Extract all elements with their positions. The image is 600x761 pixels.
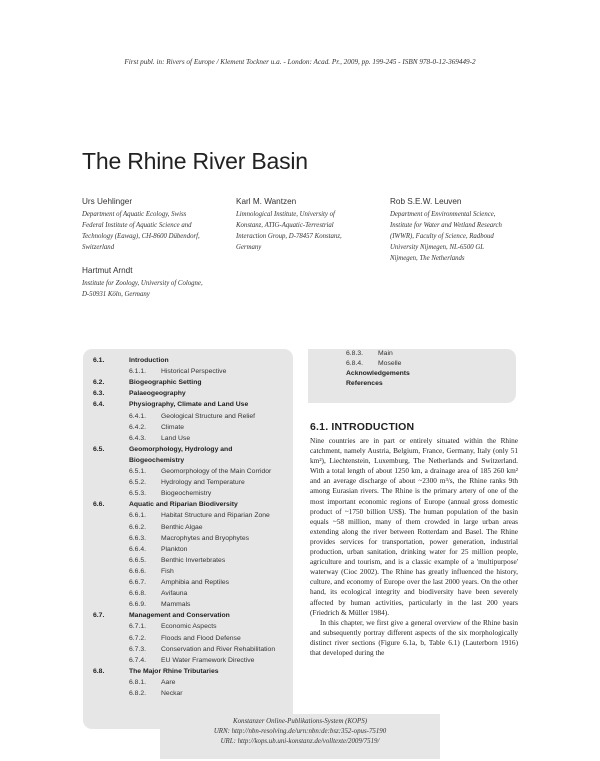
toc-entry-number: 6.8.2. [129,690,147,697]
toc-entry[interactable] [93,467,271,476]
toc-entry[interactable] [93,589,187,598]
toc-entry-number: 6.4.3. [129,434,147,442]
toc-entry-label: Macrophytes and Bryophytes [161,534,250,542]
toc-entry[interactable] [93,534,249,543]
affiliation-line: Konstanz, ATIG-Aquatic-Terrestrial [236,222,334,229]
toc-entry-label: Neckar [161,690,183,697]
toc-entry-label: Climate [161,423,185,431]
toc-entry-number: 6.7.3. [129,645,147,653]
author-affiliation [82,278,252,300]
toc-entry-label: Avifauna [161,590,188,598]
toc-entry[interactable] [346,379,383,388]
affiliation-line: (IWWR), Faculty of Science, Radboud [390,233,494,240]
toc-entry-label: Aare [161,678,176,686]
toc-entry-number: 6.6.8. [129,590,147,598]
toc-entry-number: 6.6.6. [129,567,147,575]
toc-entry[interactable] [93,622,217,631]
toc-entry[interactable] [93,389,186,398]
toc-entry[interactable] [93,545,187,554]
toc-entry[interactable] [346,359,401,368]
footer-line[interactable]: URL: http://kops.ub.uni-konstanz.de/volltexte/2009/7519/ [220,738,380,745]
toc-entry[interactable] [93,489,211,498]
toc-entry-number: 6.6.4. [129,545,147,553]
toc-entry-label: EU Water Framework Directive [161,656,255,664]
toc-entry-number: 6.7.2. [129,634,147,642]
affiliation-line: Institute for Water and Wetland Research [390,222,502,229]
toc-entry[interactable] [93,523,203,532]
repository-footer [160,714,440,759]
toc-entry-number: 6.3. [93,390,105,398]
toc-entry-label: Geological Structure and Relief [161,412,256,420]
toc-entry-number: 6.6.1. [129,512,147,520]
toc-entry-label: Habitat Structure and Riparian Zone [161,512,270,520]
toc-entry-label: Management and Conservation [129,612,230,620]
toc-entry[interactable] [93,634,241,643]
table-of-contents-continued [308,349,516,403]
toc-entry-number: 6.8. [93,667,105,675]
toc-entry-label: Floods and Flood Defense [161,634,241,642]
toc-entry-number: 6.6. [93,501,105,509]
author-affiliation [390,209,540,264]
affiliation-line: University Nijmegen, NL-6500 GL [390,244,485,251]
affiliation-line: D-50931 Köln, Germany [82,291,150,298]
body-text [310,436,518,658]
toc-entry-label: Fish [161,567,174,575]
toc-entry-label: Main [378,350,393,357]
toc-entry[interactable] [93,412,255,421]
author-block [390,197,540,264]
affiliation-line: Department of Environmental Science, [390,211,496,218]
toc-entry[interactable] [93,378,202,387]
toc-entry-label: Historical Perspective [161,368,227,376]
author-name: Karl M. Wantzen [236,197,297,206]
toc-entry-number: 6.4.2. [129,423,147,431]
toc-entry-label: Conservation and River Rehabilitation [161,645,276,653]
toc-entry-number: 6.6.9. [129,601,147,609]
author-name: Rob S.E.W. Leuven [390,197,462,206]
toc-entry[interactable] [93,445,232,454]
toc-entry-label: Biogeographic Setting [129,379,202,387]
author-block [236,197,386,253]
toc-entry-label: Biogeochemistry [129,456,185,464]
toc-entry-label: Economic Aspects [161,623,217,631]
toc-entry-label: Introduction [129,357,169,364]
toc-entry[interactable] [346,349,393,358]
toc-entry-number: 6.5.2. [129,479,147,487]
toc-entry-label: Geomorphology, Hydrology and [129,445,233,453]
toc-entry-number: 6.6.5. [129,556,147,564]
affiliation-line: Technology (Eawag), CH-8600 Dübendorf, [82,233,200,240]
toc-entry-number: 6.8.3. [346,350,364,357]
toc-entry-label: Physiography, Climate and Land Use [129,401,249,409]
affiliation-line: Institute for Zoology, University of Cologne, [82,280,203,287]
toc-entry[interactable] [93,656,254,665]
toc-entry[interactable] [93,645,275,654]
affiliation-line: Interaction Group, D-78457 Konstanz, [236,233,342,240]
paragraph: In this chapter, we first give a general overview of the Rhine basin and subsequently portray different aspects of the six morphologically distinct river sections (Figure 6.1a, b, Table 6.1) (Lauterborn 1916) that developed during the [310,617,518,657]
toc-entry[interactable] [93,434,190,443]
toc-entry[interactable] [93,678,175,687]
toc-entry[interactable] [93,578,229,587]
footer-line: Konstanzer Online-Publikations-System (KOPS) [233,718,367,725]
toc-entry[interactable] [346,369,410,378]
toc-entry-number: 6.6.2. [129,523,147,531]
author-name: Hartmut Arndt [82,266,133,275]
toc-entry-label: Benthic Invertebrates [161,556,226,564]
publication-line: First publ. in: Rivers of Europe / Klement Tockner u.a. - London: Acad. Pr., 2009, pp. 199-245 - ISBN 978-0-12-369449-2 [124,58,476,66]
toc-entry-number: 6.5. [93,445,105,453]
toc-entry[interactable] [93,500,238,509]
toc-entry[interactable] [93,511,270,520]
toc-entry-label: Land Use [161,434,191,442]
affiliation-line: Department of Aquatic Ecology, Swiss [82,211,187,218]
author-affiliation [82,209,252,253]
toc-entry[interactable] [93,600,190,609]
toc-entry-label: Mammals [161,601,191,609]
toc-entry[interactable] [93,456,184,465]
affiliation-line: Switzerland [82,244,115,251]
toc-entry-number: 6.7.4. [129,656,147,664]
toc-entry-label: Biogeochemistry [161,490,212,498]
toc-entry-label: Geomorphology of the Main Corridor [161,468,272,475]
toc-entry[interactable] [93,356,169,365]
toc-entry-number: 6.4. [93,401,105,409]
toc-entry-number: 6.8.4. [346,360,364,367]
toc-entry[interactable] [93,478,245,487]
toc-entry-number: 6.5.3. [129,490,147,498]
author-name: Urs Uehlinger [82,197,133,206]
affiliation-line: Limnological Institute, University of [236,211,335,218]
toc-entry-label: References [346,380,383,387]
toc-entry-number: 6.6.7. [129,579,147,586]
toc-entry[interactable] [93,667,219,676]
author-affiliation [236,209,386,253]
toc-entry[interactable] [93,556,225,565]
toc-entry-label: The Major Rhine Tributaries [129,667,219,675]
affiliation-line: Federal Institute of Aquatic Science and [82,222,192,229]
toc-entry-label: Amphibia and Reptiles [161,579,230,586]
toc-entry[interactable] [93,423,184,432]
toc-entry-number: 6.7. [93,612,105,620]
toc-entry-label: Hydrology and Temperature [161,479,245,487]
toc-entry-number: 6.7.1. [129,623,147,631]
toc-entry-label: Plankton [161,545,188,553]
toc-entry-label: Acknowledgements [346,370,410,377]
toc-entry-number: 6.1. [93,357,105,364]
toc-entry-number: 6.4.1. [129,412,147,420]
toc-entry-label: Aquatic and Riparian Biodiversity [129,501,238,509]
toc-entry-label: Moselle [378,360,402,367]
author-block [82,266,252,300]
toc-entry-number: 6.2. [93,379,105,387]
toc-entry-label: Benthic Algae [161,523,203,531]
toc-entry-label: Palaeogeography [129,390,186,398]
toc-entry[interactable] [93,367,226,376]
author-block [82,197,252,253]
toc-entry[interactable] [93,567,174,576]
toc-entry[interactable] [93,400,248,409]
toc-entry-number: 6.8.1. [129,678,147,686]
footer-line[interactable]: URN: http://nbn-resolving.de/urn:nbn:de:bsz:352-opus-75190 [213,728,387,735]
toc-entry[interactable] [93,689,183,698]
paragraph: Nine countries are in part or entirely situated within the Rhine catchment, namely Austria, Belgium, France, Germany, Italy (only 51 km²), Liechtenstein, Luxemburg, The Netherlands and Switzerland. With a total length of about 1250 km, a drainage area of 185 260 km² and an average discharge of about ~2300 m³/s, the Rhine ranks 9th among Eurasian rivers. The Rhine is the primary artery of one of the most important economic regions of Europe (annual gross domestic product of ~1750 billion US$). The human population of the basin equals ~58 million, many of them crowded in large urban areas extending along the river between Rotterdam and Basel. The Rhine provides services for transportation, power generation, industrial production, urban sanitation, drinking water for 25 million people, agriculture and tourism, and is a classic example of a 'multipurpose' waterway (Cioc 2002). The Rhine has greatly influenced the history, culture, and economy of Europe over the last 2000 years. On the other hand, its ecological integrity and biodiversity have been severely affected by human activities, particularly in the last 200 years (Friedrich & Müller 1984). [310,436,518,617]
article-title: The Rhine River Basin [82,148,308,174]
affiliation-line: Germany [236,244,262,251]
toc-entry-number: 6.6.3. [129,534,147,542]
toc-entry-number: 6.1.1. [129,368,147,376]
affiliation-line: Nijmegen, The Netherlands [390,255,465,262]
toc-entry-number: 6.5.1. [129,468,147,475]
toc-entry[interactable] [93,611,230,620]
section-heading: 6.1. INTRODUCTION [310,421,415,433]
